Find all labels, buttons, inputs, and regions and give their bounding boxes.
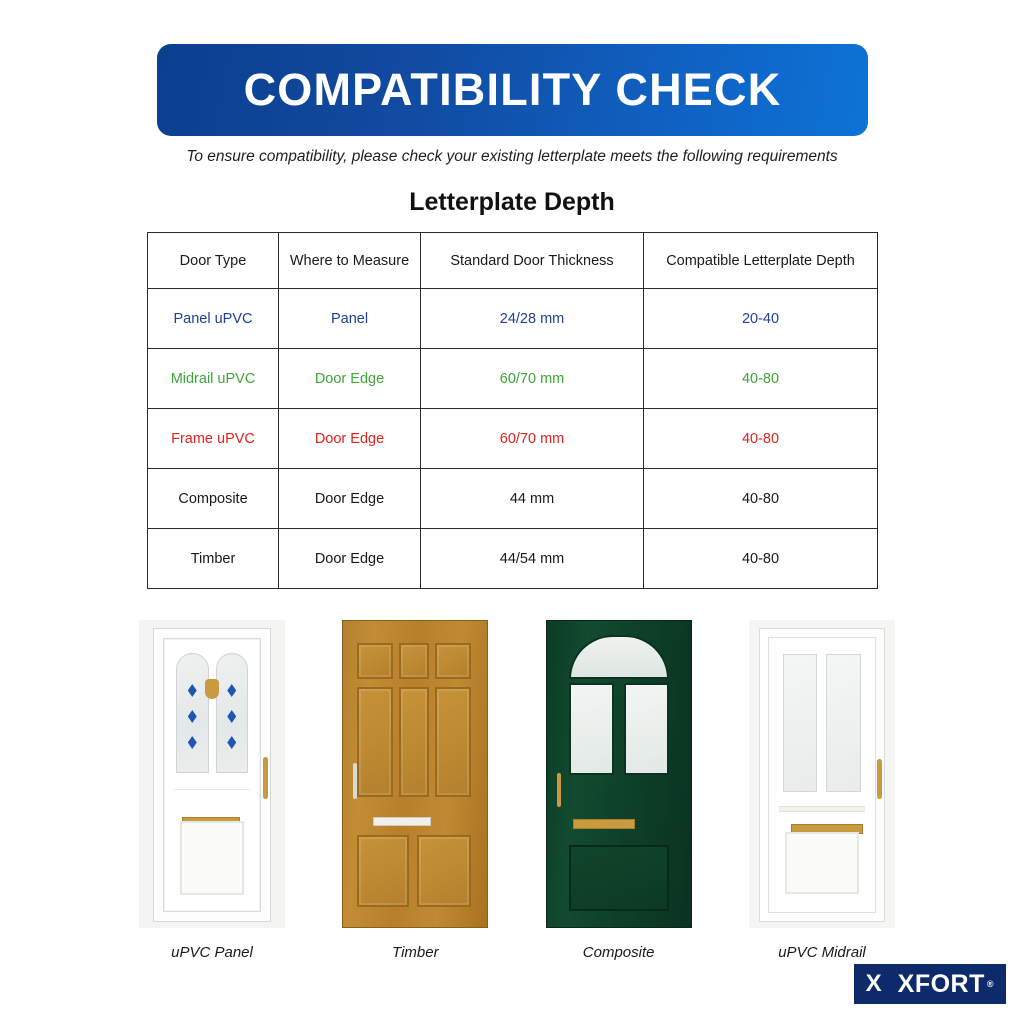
cell-door-type: Midrail uPVC xyxy=(148,349,279,409)
subtitle-text: To ensure compatibility, please check your existing letterplate meets the following requirements xyxy=(186,148,838,165)
door-image-timber xyxy=(342,620,488,928)
door-gallery xyxy=(137,620,897,961)
cell-thickness: 60/70 mm xyxy=(421,409,644,469)
cell-thickness: 60/70 mm xyxy=(421,349,644,409)
letterplate-depth-table-wrap xyxy=(147,232,877,589)
door-caption: uPVC Midrail xyxy=(778,944,866,961)
table-row xyxy=(148,529,878,589)
door-card-timber xyxy=(340,620,490,961)
cell-door-type: Composite xyxy=(148,469,279,529)
column-header-door-type: Door Type xyxy=(148,233,279,289)
cell-where-to-measure: Panel xyxy=(279,289,421,349)
cell-where-to-measure: Door Edge xyxy=(279,349,421,409)
page-title: COMPATIBILITY CHECK xyxy=(243,64,782,115)
door-handle-icon xyxy=(557,773,561,807)
registered-mark: ® xyxy=(986,979,994,989)
cell-thickness: 44/54 mm xyxy=(421,529,644,589)
door-caption: uPVC Panel xyxy=(171,944,253,961)
door-knocker-icon xyxy=(205,679,219,699)
door-image-upvc-midrail xyxy=(749,620,895,928)
cell-where-to-measure: Door Edge xyxy=(279,469,421,529)
column-header-standard-door-thickness: Standard Door Thickness xyxy=(421,233,644,289)
cell-depth: 40-80 xyxy=(644,469,878,529)
brand-name xyxy=(894,964,1006,1004)
table-row xyxy=(148,289,878,349)
cell-thickness: 44 mm xyxy=(421,469,644,529)
door-card-upvc-midrail xyxy=(747,620,897,961)
cell-where-to-measure: Door Edge xyxy=(279,529,421,589)
cell-thickness: 24/28 mm xyxy=(421,289,644,349)
letterplate-icon xyxy=(573,819,635,829)
cell-door-type: Timber xyxy=(148,529,279,589)
table-row xyxy=(148,349,878,409)
cell-depth: 20-40 xyxy=(644,289,878,349)
door-image-composite xyxy=(546,620,692,928)
door-handle-icon xyxy=(877,759,882,799)
cell-door-type: Frame uPVC xyxy=(148,409,279,469)
table-row xyxy=(148,409,878,469)
cell-where-to-measure: Door Edge xyxy=(279,409,421,469)
door-card-composite xyxy=(544,620,694,961)
letterplate-icon xyxy=(373,817,431,826)
x-mark-icon: X xyxy=(854,964,894,1004)
door-handle-icon xyxy=(263,757,268,799)
section-title: Letterplate Depth xyxy=(409,188,615,216)
cell-depth: 40-80 xyxy=(644,409,878,469)
door-caption: Composite xyxy=(582,944,655,961)
column-header-where-to-measure: Where to Measure xyxy=(279,233,421,289)
cell-door-type: Panel uPVC xyxy=(148,289,279,349)
door-caption: Timber xyxy=(392,944,439,961)
column-header-compatible-letterplate-depth: Compatible Letterplate Depth xyxy=(644,233,878,289)
table-row xyxy=(148,469,878,529)
brand-wordmark: XFORT xyxy=(897,969,985,998)
door-handle-icon xyxy=(353,763,357,799)
letterplate-depth-table xyxy=(147,232,878,589)
cell-depth: 40-80 xyxy=(644,349,878,409)
brand-logo xyxy=(854,964,1006,1004)
cell-depth: 40-80 xyxy=(644,529,878,589)
door-image-upvc-panel xyxy=(139,620,285,928)
compatibility-banner xyxy=(157,44,868,136)
door-card-upvc-panel xyxy=(137,620,287,961)
table-header-row xyxy=(148,233,878,289)
